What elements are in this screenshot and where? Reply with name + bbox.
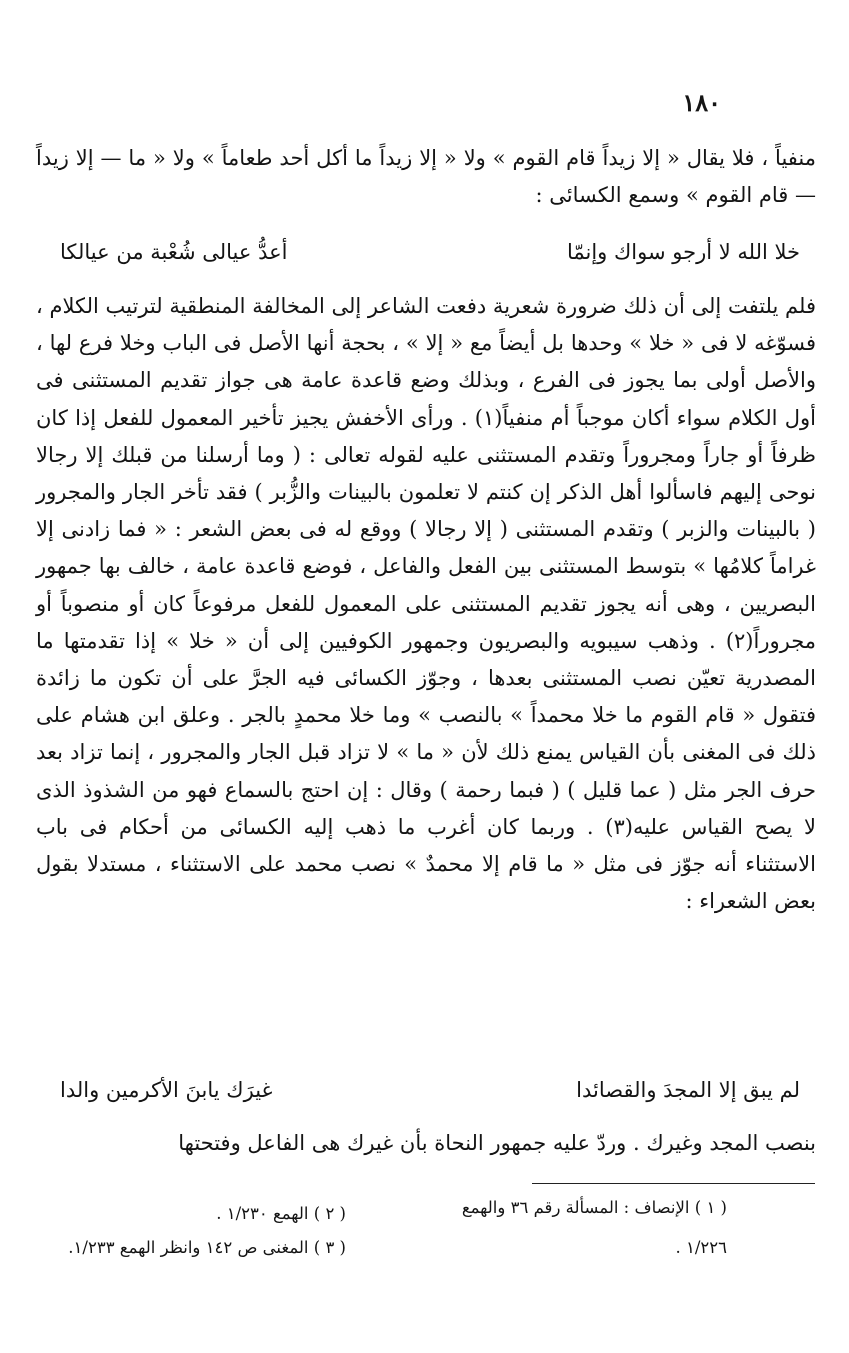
- verse-second-hemistich: أعدُّ عيالى شُعْبة من عيالكا: [60, 240, 288, 264]
- footnote-1-continued: ١/٢٢٦ .: [675, 1238, 727, 1257]
- page-number: ١٨٠: [682, 88, 721, 117]
- verse-second-hemistich: غيرَك يابنَ الأكرمين والدا: [60, 1078, 273, 1102]
- paragraph-main-text: فلم يلتفت إلى أن ذلك ضرورة شعرية دفعت الشاعر إلى المخالفة المنطقية لترتيب الكلام ، فسوّغه لا فى « خلا » وحدها بل أيضاً مع « إلا » ، بحجة أنها الأصل فى الباب وخلا فرع لها ، والأصل أولى بما يجوز فى الفرع ، وبذلك وضع قاعدة عامة هى جواز تقديم المستثنى فى أول الكلام سواء أكان موجباً أم منفياً(١) . ورأى الأخفش يجيز تأخير المعمول للفعل إذا كان ظرفاً أو جاراً ومجروراً وتقدم المستثنى عليه لقوله تعالى : ( وما أرسلنا من قبلك إلا رجالا نوحى إليهم فاسألوا أهل الذكر إن كنتم لا تعلمون بالبينات والزُّبر ) فقد تأخر الجار والمجرور ( بالبينات والزبر ) وتقدم المستثنى ( إلا رجالا ) ووقع له فى بعض الشعر : « فما زادنى إلا غراماً كلامُها » بتوسط المستثنى بين الفعل والفاعل ، فوضع قاعدة عامة ، خالف بها جمهور البصريين ، وهى أنه يجوز تقديم المستثنى على المعمول للفعل مرفوعاً كان أو منصوباً أو مجروراً(٢) . وذهب سيبويه والبصريون وجمهور الكوفيين إلى أن « خلا » إذا تقدمتها ما المصدرية تعيّن نصب المستثنى بعدها ، وجوّز الكسائى فيه الجرَّ على أن تكون ما زائدة فتقول « قام القوم ما خلا محمداً » بالنصب » وما خلا محمدٍ بالجر . وعلق ابن هشام على ذلك فى المغنى بأن القياس يمنع ذلك لأن « ما » لا تزاد قبل الجار والمجرور ، إنما تزاد بعد حرف الجر مثل ( عما قليل ) ( فبما رحمة ) وقال : إن احتج بالسماع فهو من الشذوذ الذى لا يصح القياس عليه(٣) . وربما كان أغرب ما ذهب إليه الكسائى من أحكام فى باب الاستثناء أنه جوّز فى مثل « ما قام إلا محمدٌ » نصب محمد على الاستثناء ، مستدلا بقول بعض الشعراء :: [36, 294, 817, 914]
- paragraph-closing-text: بنصب المجد وغيرك . وردّ عليه جمهور النحاة بأن غيرك هى الفاعل وفتحتها: [178, 1131, 816, 1155]
- footnote-3: ( ٣ ) المغنى ص ١٤٢ وانظر الهمع ١/٢٣٣.: [68, 1238, 346, 1257]
- paragraph-main: [36, 288, 816, 920]
- footnote-1: ( ١ ) الإنصاف : المسألة رقم ٣٦ والهمع: [461, 1198, 727, 1217]
- paragraph-intro-text: منفياً ، فلا يقال « إلا زيداً قام القوم » ولا « إلا زيداً ما أكل أحد طعاماً » ولا « ما — إلا زيداً — قام القوم » وسمع الكسائى :: [36, 146, 816, 208]
- paragraph-closing: [36, 1125, 816, 1162]
- poetry-verse: [60, 1074, 800, 1106]
- footnote-divider: [532, 1183, 815, 1184]
- verse-first-hemistich: خلا الله لا أرجو سواك وإنمّا: [566, 240, 800, 264]
- footnote-2: ( ٢ ) الهمع ١/٢٣٠ .: [216, 1204, 346, 1223]
- poetry-verse: [60, 236, 800, 268]
- paragraph-intro: [36, 140, 816, 214]
- verse-first-hemistich: لم يبق إلا المجدَ والقصائدا: [576, 1078, 800, 1102]
